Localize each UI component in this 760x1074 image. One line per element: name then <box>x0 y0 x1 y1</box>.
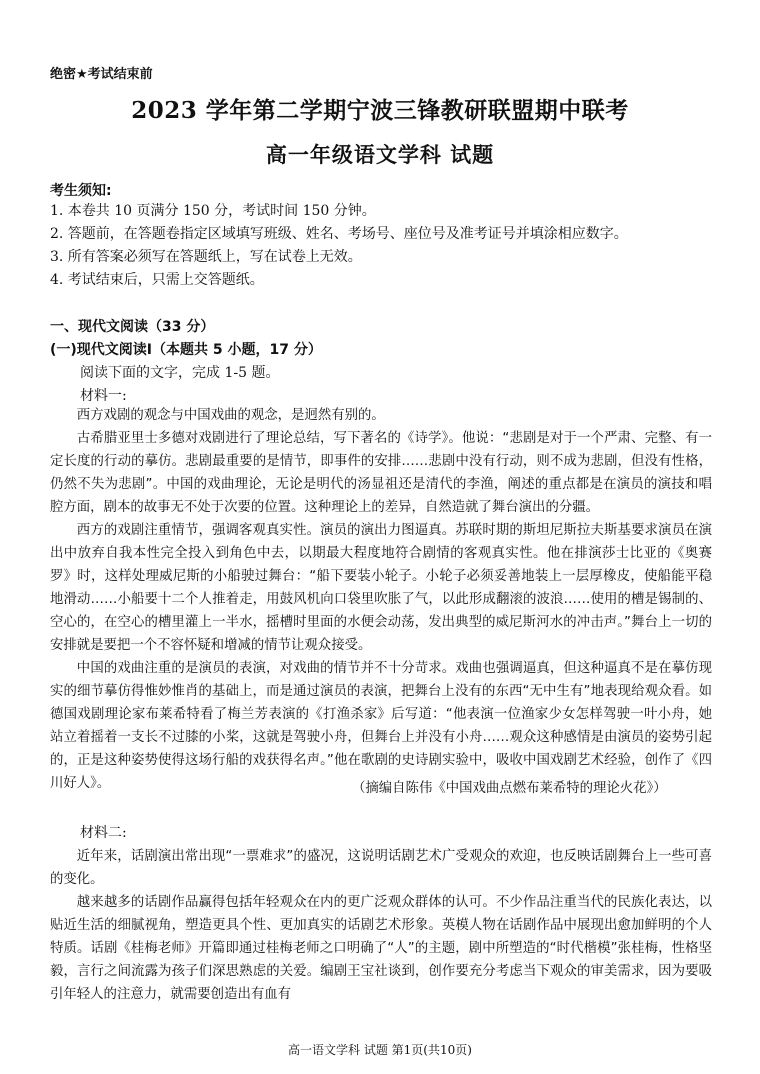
subsection-heading: (一)现代文阅读Ⅰ（本题共 5 小题，17 分） <box>50 342 322 358</box>
material-2-paragraph: 近年来，话剧演出常出现“一票难求”的盛况，这说明话剧艺术广受观众的欢迎，也反映话剧舞台上一些可喜的变化。 <box>50 849 712 887</box>
material-1-paragraph: 西方戏剧的观念与中国戏曲的观念，是迥然有别的。 <box>76 408 385 423</box>
material-1-paragraph: 西方的戏剧注重情节，强调客观真实性。演员的演出力图逼真。苏联时期的斯坦尼斯拉夫斯基要求演员在演出中放弃自我本性完全投入到角色中去，以期最大程度地符合剧情的客观真实性。他在排演莎士比亚的《奥赛罗》时，这样处理威尼斯的小船驶过舞台：“船下要装小轮子。小轮子必须妥善地装上一层厚橡皮，使船能平稳地滑动……小船要十二个人推着走，用鼓风机向口袋里吹胀了气，以此形成翻滚的波浪……使用的槽是锡制的、空心的，在空心的槽里灌上一半水，摇槽时里面的水便会动荡，发出典型的威尼斯河水的冲击声。”舞台上一切的安排就是要把一个不容怀疑和增减的情节让观众接受。 <box>50 523 712 653</box>
material-2-label: 材料二: <box>80 825 127 841</box>
notice-heading: 考生须知: <box>50 183 112 199</box>
notice-item: 4. 考试结束后，只需上交答题纸。 <box>50 272 264 288</box>
page-footer: 高一语文学科 试题 第1页(共10页) <box>288 1043 472 1057</box>
exam-subtitle: 高一年级语文学科 试题 <box>265 142 495 167</box>
notice-item: 1. 本卷共 10 页满分 150 分，考试时间 150 分钟。 <box>50 203 376 219</box>
material-1-label: 材料一: <box>80 388 127 404</box>
material-2-paragraph: 越来越多的话剧作品赢得包括年轻观众在内的更广泛观众群体的认可。不少作品注重当代的民族化表达，以贴近生活的细腻视角，塑造更具个性、更加真实的话剧艺术形象。英模人物在话剧作品中展现出愈加鲜明的个人特质。话剧《桂梅老师》开篇即通过桂梅老师之口明确了“人”的主题，剧中所塑造的“时代楷模”张桂梅，性格坚毅，言行之间流露为孩子们深思熟虑的关爱。编剧王宝社谈到，创作要充分考虑当下观众的审美需求，因为要吸引年轻人的注意力，就需要创造出有血有 <box>50 895 712 1002</box>
notice-item: 2. 答题前，在答题卷指定区域填写班级、姓名、考场号、座位号及准考证号并填涂相应数字。 <box>50 226 628 242</box>
confidential-label: 绝密★考试结束前 <box>50 67 153 82</box>
material-1-paragraph: 古希腊亚里士多德对戏剧进行了理论总结，写下著名的《诗学》。他说：“悲剧是对于一个严肃、完整、有一定长度的行动的摹仿。悲剧最重要的是情节，即事件的安排……悲剧中没有行动，则不成为悲剧，但没有性格，仍然不失为悲剧”。中国的戏曲理论，无论是明代的汤显祖还是清代的李渔，阐述的重点都是在演员的演技和唱腔方面，剧本的故事无不处于次要的位置。这种理论上的差异，自然造就了舞台演出的分疆。 <box>50 431 712 515</box>
notice-list <box>50 200 730 292</box>
notice-item: 3. 所有答案必须写在答题纸上，写在试卷上无效。 <box>50 249 362 265</box>
exam-title: 2023 学年第二学期宁波三锋教研联盟期中联考 <box>131 97 629 124</box>
section-heading: 一、现代文阅读（33 分） <box>50 319 215 335</box>
material-1-source: （摘编自陈伟《中国戏曲点燃布莱希特的理论火花》） <box>352 781 667 796</box>
material-1-paragraph: 中国的戏曲注重的是演员的表演，对戏曲的情节并不十分苛求。戏曲也强调逼真，但这种逼真不是在摹仿现实的细节摹仿得惟妙惟肖的基础上，而是通过演员的表演，把舞台上没有的东西“无中生有”地表现给观众看。如德国戏剧理论家布莱希特看了梅兰芳表演的《打渔杀家》后写道：“他表演一位渔家少女怎样驾驶一叶小舟，她站立着摇着一支长不过膝的小桨，这就是驾驶小舟，但舞台上并没有小舟……观众这种感情是由演员的姿势引起的，正是这种姿势使得这场行船的戏获得名声。”他在歌剧的史诗剧实验中，吸收中国戏剧艺术经验，创作了《四川好人》。 <box>50 661 712 791</box>
reading-instruction: 阅读下面的文字，完成 1-5 题。 <box>80 365 280 381</box>
